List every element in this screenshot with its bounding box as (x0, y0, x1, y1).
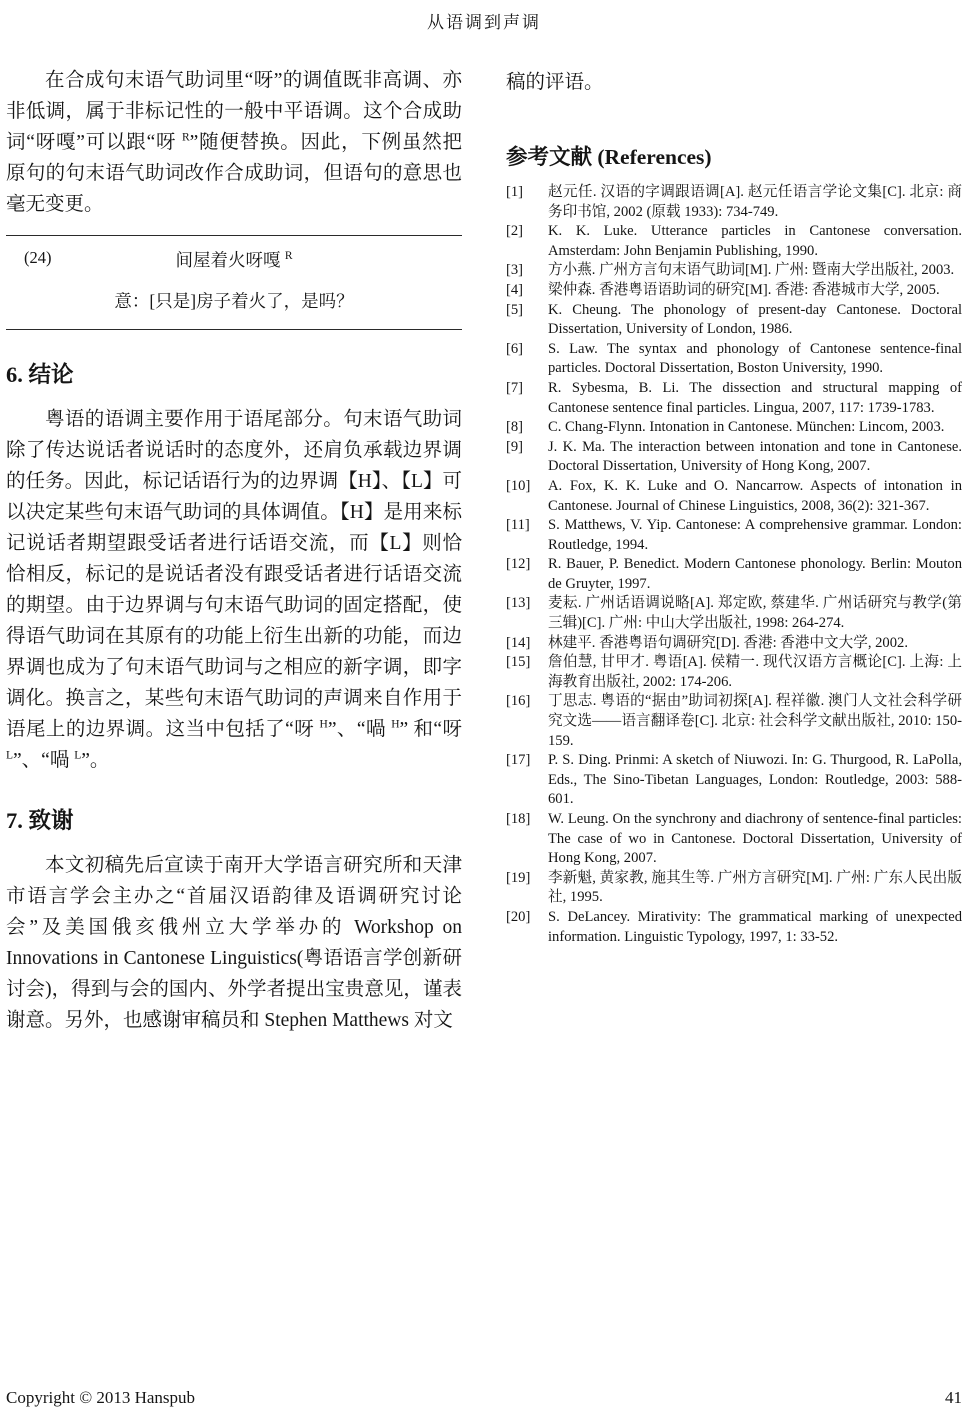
reference-text: S. DeLancey. Mirativity: The grammatical marking of unexpected information. Linguistic Typology, 1997, 1: 33-52. (548, 908, 962, 945)
reference-item (506, 418, 962, 438)
reference-text: R. Sybesma, B. Li. The dissection and structural mapping of Cantonese sentence final particles. Lingua, 2007, 117: 1739-1783. (548, 379, 962, 416)
footer-page-number: 41 (945, 1388, 962, 1407)
reference-number: [17] (506, 752, 531, 769)
reference-item (506, 751, 962, 810)
reference-number: [8] (506, 419, 524, 436)
reference-text: 麦耘. 广州话语调说略[A]. 郑定欧, 蔡建华. 广州话研究与教学(第三辑)[C]. 广州: 中山大学出版社, 1998: 264-274. (548, 595, 962, 632)
reference-text: S. Matthews, V. Yip. Cantonese: A comprehensive grammar. London: Routledge, 1994. (548, 517, 962, 553)
example-gloss-line: 意：[只是]房子着火了，是吗？ (114, 291, 354, 311)
reference-item (506, 438, 962, 477)
reference-text: R. Bauer, P. Benedict. Modern Cantonese phonology. Berlin: Mouton de Gruyter, 1997. (548, 556, 962, 592)
reference-text: P. S. Ding. Prinmi: A sketch of Niuwozi. In: G. Thurgood, R. LaPolla, Eds., The Sino-Tibetan Languages, London: Routledge, 2003: 588-601. (548, 752, 962, 808)
page-footer (6, 1388, 962, 1408)
reference-item (506, 869, 962, 908)
reference-item (506, 516, 962, 555)
reference-item (506, 653, 962, 692)
reference-item (506, 477, 962, 516)
example-number: (24) (24, 248, 52, 267)
reference-item (506, 379, 962, 418)
reference-number: [18] (506, 811, 531, 827)
reference-text: 李新魁, 黄家教, 施其生等. 广州方言研究[M]. 广州: 广东人民出版社, 1995. (548, 869, 962, 906)
section-heading-conclusion: 6. 结论 (6, 362, 74, 387)
reference-item (506, 261, 962, 281)
reference-number: [5] (506, 301, 524, 318)
reference-item (506, 634, 962, 654)
reference-text: J. K. Ma. The interaction between intonation and tone in Cantonese. Doctoral Dissertation, University of Hong Kong, 2007. (548, 438, 962, 475)
reference-item (506, 183, 962, 222)
reference-number: [7] (506, 379, 524, 396)
reference-text: 梁仲森. 香港粤语语助词的研究[M]. 香港: 香港城市大学, 2005. (548, 281, 940, 298)
reference-text: S. Law. The syntax and phonology of Cantonese sentence-final particles. Doctoral Dissertation, Boston University, 1990. (548, 340, 962, 377)
reference-number: [2] (506, 223, 524, 240)
reference-number: [4] (506, 281, 524, 298)
reference-item (506, 301, 962, 340)
reference-number: [20] (506, 908, 531, 925)
example-block-24 (6, 235, 462, 330)
left-column (6, 65, 462, 1036)
reference-text: A. Fox, K. K. Luke and O. Nancarrow. Aspects of intonation in Cantonese. Journal of Chinese Linguistics, 2008, 36(2): 321-367. (548, 477, 962, 514)
reference-number: [16] (506, 693, 531, 710)
right-column (506, 65, 962, 1036)
reference-item (506, 555, 962, 594)
reference-text: K. K. Luke. Utterance particles in Cantonese conversation. Amsterdam: John Benjamin Publishing, 1990. (548, 223, 962, 259)
reference-number: [15] (506, 654, 531, 671)
reference-text: K. Cheung. The phonology of present-day Cantonese. Doctoral Dissertation, University of London, 1986. (548, 301, 962, 338)
paragraph-synthetic-particle: 在合成句末语气助词里“呀”的调值既非高调、亦非低调，属于非标记性的一般中平语调。这个合成助词“呀嘎”可以跟“呀 $^R$”随便替换。因此，下例虽然把原句的句末语气助词改作合成助词，但语句的意思也毫无变更。 (6, 70, 463, 215)
two-column-layout (6, 65, 962, 1036)
running-head-title: 从语调到声调 (427, 13, 541, 32)
reference-text: W. Leung. On the synchrony and diachrony of sentence-final particles: The case of wo in Cantonese. Doctoral Dissertation, University of Hong Kong, 2007. (548, 811, 962, 867)
reference-number: [13] (506, 595, 531, 612)
reference-text: 詹伯慧, 甘甲才. 粤语[A]. 侯精一. 现代汉语方言概论[C]. 上海: 上海教育出版社, 2002: 174-206. (548, 654, 962, 690)
reference-number: [11] (506, 517, 530, 534)
reference-number: [1] (506, 184, 524, 200)
reference-item (506, 340, 962, 379)
reference-number: [9] (506, 438, 524, 455)
paragraph-conclusion: 粤语的语调主要作用于语尾部分。句末语气助词除了传达说话者说话时的态度外，还肩负承载边界调的任务。因此，标记话语行为的边界调【H】、【L】可以决定某些句末语气助词的具体调值。【H】是用来标记说话者期望跟受话者进行话语交流，而【L】则恰恰相反，标记的是说话者没有跟受话者进行话语交流的期望。由于边界调与句末语气助词的固定搭配，使得语气助词在其原有的功能上衍生出新的功能，而边界调也成为了句末语气助词与之相应的新字调，即字调化。换言之，某些句末语气助词的声调来自作用于语尾上的边界调。这当中包括了“呀 $^H$”、“喎 $^H$” 和“呀 $^L$”、“喎 $^L$”。 (6, 409, 463, 771)
reference-text: 赵元任. 汉语的字调跟语调[A]. 赵元任语言学论文集[C]. 北京: 商务印书馆, 2002 (原载 1933): 734-749. (548, 184, 962, 220)
reference-number: [10] (506, 477, 531, 494)
reference-list (506, 183, 962, 947)
reference-item (506, 222, 962, 261)
example-cantonese-line: 间屋着火呀嘎 $^R$ (175, 250, 293, 270)
reference-item (506, 908, 962, 947)
reference-number: [6] (506, 340, 524, 357)
paragraph-continuation: 稿的评语。 (506, 72, 604, 93)
section-heading-acknowledgements: 7. 致谢 (6, 808, 74, 833)
reference-text: C. Chang-Flynn. Intonation in Cantonese. München: Lincom, 2003. (548, 419, 945, 436)
reference-item (506, 281, 962, 301)
reference-number: [14] (506, 634, 531, 651)
reference-number: [3] (506, 262, 524, 279)
reference-item (506, 594, 962, 633)
reference-item (506, 692, 962, 751)
references-heading: 参考文献 (References) (506, 145, 712, 169)
reference-text: 丁思志. 粤语的“据由”助词初探[A]. 程祥徽. 澳门人文社会科学研究文选——语言翻译卷[C]. 北京: 社会科学文献出版社, 2010: 150-159. (548, 693, 962, 749)
reference-text: 林建平. 香港粤语句调研究[D]. 香港: 香港中文大学, 2002. (548, 634, 908, 651)
reference-number: [19] (506, 869, 531, 886)
paragraph-acknowledgements: 本文初稿先后宣读于南开大学语言研究所和天津市语言学会主办之“首届汉语韵律及语调研究讨论会”及美国俄亥俄州立大学举办的 Workshop on Innovations in Cantonese Linguistics(粤语语言学创新研讨会)，得到与会的国内、外学者提出宝贵意见，谨表谢意。另外，也感谢审稿员和 Stephen Matthews 对文 (6, 855, 462, 1031)
footer-copyright: Copyright © 2013 Hanspub (6, 1388, 196, 1407)
reference-text: 方小燕. 广州方言句末语气助词[M]. 广州: 暨南大学出版社, 2003. (548, 262, 955, 279)
reference-number: [12] (506, 556, 531, 573)
reference-item (506, 810, 962, 869)
